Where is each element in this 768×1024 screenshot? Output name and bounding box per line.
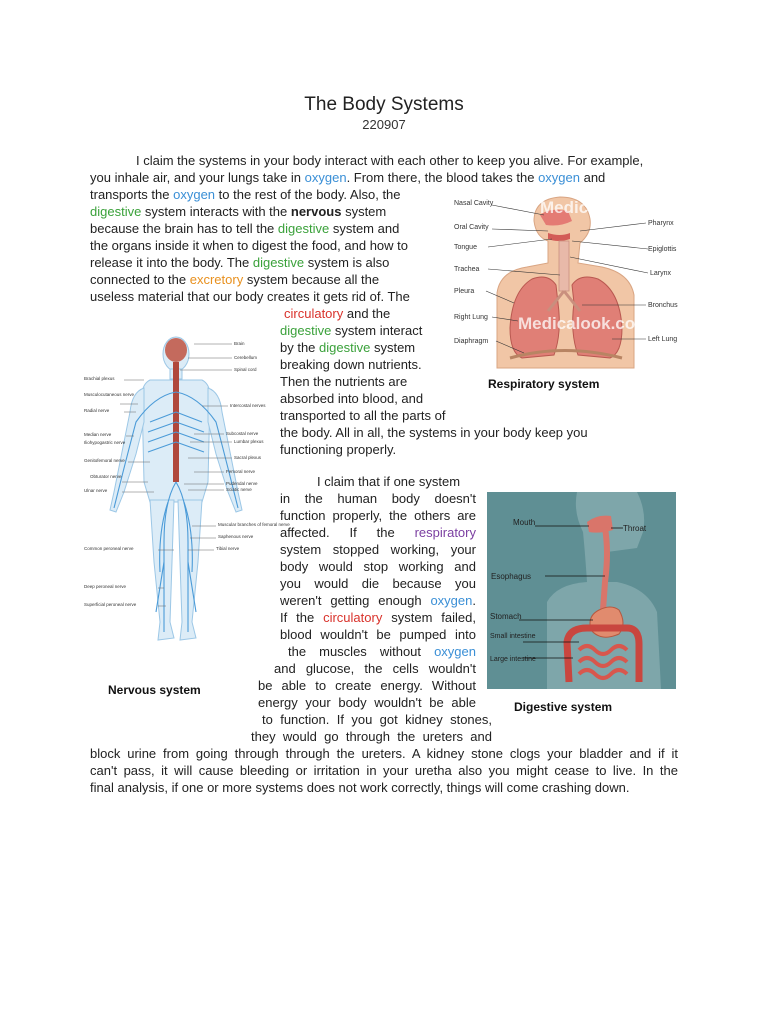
para1-line: [280, 356, 422, 373]
para2-line: [280, 524, 476, 541]
label-pudendal-nerve: Pudendal nerve: [226, 481, 258, 486]
text-run: final analysis, if one or more systems does not work correctly, things will come crashing down.: [90, 780, 630, 795]
para1-line: [90, 203, 386, 220]
nervous-illustration: [84, 332, 290, 648]
text-run: connected to the: [90, 272, 190, 287]
label-ulnar-nerve: Ulnar nerve: [84, 488, 108, 493]
label-large-intestine: Large intestine: [490, 656, 536, 663]
text-run: system: [370, 340, 416, 355]
label-nasal-cavity: Nasal Cavity: [454, 200, 494, 207]
para2-line: [280, 558, 476, 575]
label-intercostal-nerves: Intercostal nerves: [230, 403, 266, 408]
text-run: the muscles without: [288, 644, 435, 659]
para2-line: [317, 473, 460, 490]
text-run: system interacts with the: [141, 204, 291, 219]
text-run: they would go through the ureters and: [251, 729, 492, 744]
watermark-text: Medicalook.com: [540, 198, 673, 217]
text-run: Then the nutrients are: [280, 374, 408, 389]
keyword-green: digestive: [319, 340, 371, 355]
para2-line: [258, 677, 476, 694]
label-common-peroneal-nerve: Common peroneal nerve: [84, 546, 134, 551]
text-run: energy your body wouldn't be able: [258, 695, 476, 710]
text-run: . From there, the blood takes the: [346, 170, 539, 185]
para2-line: [288, 643, 476, 660]
keyword-red: circulatory: [284, 306, 344, 321]
text-run: release it into the body. The: [90, 255, 253, 270]
text-run: I claim that if one system: [317, 474, 461, 489]
para1-line: [284, 305, 390, 322]
keyword-green: digestive: [280, 323, 332, 338]
label-deep-peroneal-nerve: Deep peroneal nerve: [84, 584, 127, 589]
text-run: system failed,: [382, 610, 476, 625]
text-run: block urine from going through through the ureters. A kidney stone clogs your bladder and if it: [90, 746, 678, 761]
para2-line: [280, 507, 476, 524]
para1-line: [280, 424, 588, 441]
keyword-blue: oxygen: [434, 644, 476, 659]
label-pharynx: Pharynx: [648, 220, 674, 227]
text-run: to function. If you got kidney stones,: [262, 712, 492, 727]
label-right-lung: Right Lung: [454, 314, 488, 321]
label-stomach: Stomach: [490, 612, 522, 621]
label-tongue: Tongue: [454, 244, 477, 251]
label-oral-cavity: Oral Cavity: [454, 224, 489, 231]
text-run: the organs inside it when to digest the food, and how to: [90, 238, 408, 253]
label-iliohypogastric-nerve: Iliohypogastric nerve: [84, 440, 126, 445]
text-run: system because all the: [243, 272, 380, 287]
nervous-figure: [84, 332, 290, 648]
para1-line: [280, 390, 423, 407]
keyword-blue: oxygen: [304, 170, 347, 185]
keyword-blue: oxygen: [538, 170, 580, 185]
keyword-orange: excretory: [189, 272, 244, 287]
text-run: functioning properly.: [280, 442, 397, 457]
text-run: If the: [280, 610, 324, 625]
label-mouth: Mouth: [513, 518, 536, 527]
label-small-intestine: Small intestine: [490, 633, 536, 640]
text-run: and: [579, 170, 606, 185]
text-run: I claim the systems in your body interact with each other to keep you alive. For example,: [136, 153, 644, 168]
page-subtitle: 220907: [362, 117, 406, 132]
watermark-text: Medicalook.com: [518, 314, 651, 333]
text-run: and glucose, the cells wouldn't: [274, 661, 476, 676]
text-run: because the brain has to tell the: [90, 221, 278, 236]
label-epiglottis: Epiglottis: [648, 246, 677, 253]
respiratory-illustration: [452, 193, 682, 368]
para1-line: [90, 271, 379, 288]
text-run: transports the: [90, 187, 174, 202]
para1-line: [90, 237, 408, 254]
text-run: body would stop working and: [280, 559, 476, 574]
text-run: useless material that our body creates it gets rid of. The: [90, 289, 410, 304]
label-tibial-nerve: Tibial nerve: [216, 546, 240, 551]
label-cerebellum: Cerebellum: [234, 355, 258, 360]
keyword-green: digestive: [277, 221, 330, 236]
para2-line: [274, 660, 476, 677]
para2-line: [251, 728, 492, 745]
keyword-bold: nervous: [290, 204, 342, 219]
keyword-blue: oxygen: [173, 187, 216, 202]
keyword-green: digestive: [90, 204, 142, 219]
text-run: you inhale air, and your lungs take in: [90, 170, 305, 185]
text-run: .: [472, 593, 476, 608]
text-run: function properly, the others are: [280, 508, 476, 523]
para2-line: [262, 711, 492, 728]
keyword-purple: respiratory: [414, 525, 476, 540]
text-run: by the: [280, 340, 320, 355]
keyword-blue: oxygen: [430, 593, 473, 608]
para1-line: [280, 339, 415, 356]
para2-line: [280, 609, 476, 626]
label-trachea: Trachea: [454, 266, 480, 273]
text-run: transported to all the parts of: [280, 408, 446, 423]
para2-line: [90, 745, 678, 762]
para2-line: [90, 762, 678, 779]
text-run: system stopped working, your: [280, 542, 476, 557]
text-run: system interact: [331, 323, 423, 338]
label-esophagus: Esophagus: [491, 572, 532, 581]
label-left-lung: Left Lung: [648, 336, 678, 343]
para1-line: [136, 152, 643, 169]
label-musculocutaneous-nerve: Musculocutaneous nerve: [84, 392, 135, 397]
digestive-caption: Digestive system: [514, 700, 613, 714]
keyword-green: digestive: [252, 255, 305, 270]
label-genitofemoral-nerve: Genitofemoral nerve: [84, 458, 125, 463]
text-run: in the human body doesn't: [280, 491, 476, 506]
label-muscular-branches: Muscular branches of femoral nerve: [218, 522, 290, 527]
text-run: you would die because you: [280, 576, 476, 591]
text-run: be able to create energy. Without: [258, 678, 476, 693]
para2-line: [280, 592, 476, 609]
label-lumbar-plexus: Lumbar plexus: [234, 439, 264, 444]
para1-line: [280, 441, 396, 458]
text-run: absorbed into blood, and: [280, 391, 424, 406]
text-run: system: [341, 204, 387, 219]
para2-line: [90, 779, 629, 796]
para2-line: [280, 541, 476, 558]
respiratory-figure: [452, 193, 682, 368]
label-brain: Brain: [234, 341, 245, 346]
para2-line: [280, 626, 476, 643]
label-obturator-nerve: Obturator nerve: [90, 474, 122, 479]
label-spinal-cord: Spinal cord: [234, 367, 257, 372]
label-superficial-peroneal-nerve: Superficial peroneal nerve: [84, 602, 137, 607]
para2-line: [280, 575, 476, 592]
para1-line: [90, 288, 410, 305]
respiratory-caption: Respiratory system: [488, 377, 600, 391]
text-run: weren't getting enough: [280, 593, 431, 608]
text-run: and the: [343, 306, 391, 321]
label-femoral-nerve: Femoral nerve: [226, 469, 256, 474]
label-subcostal-nerve: Subcostal nerve: [226, 431, 259, 436]
label-radial-nerve: Radial nerve: [84, 408, 110, 413]
text-run: to the rest of the body. Also, the: [215, 187, 401, 202]
text-run: system and: [329, 221, 400, 236]
para1-line: [90, 186, 401, 203]
page-title: The Body Systems: [304, 94, 464, 115]
nervous-caption: Nervous system: [108, 683, 201, 697]
text-run: can't pass, it will cause bleeding or irritation in your uretha also you might cease to live. In the: [90, 763, 678, 778]
para2-line: [280, 490, 476, 507]
text-run: affected. If the: [280, 525, 415, 540]
para1-line: [280, 322, 422, 339]
label-throat: Throat: [623, 524, 647, 533]
para1-line: [280, 373, 407, 390]
label-sacral-plexus: Sacral plexus: [234, 455, 262, 460]
digestive-illustration: [487, 492, 676, 689]
digestive-figure: [487, 492, 676, 689]
label-brachial-plexus: Brachial plexus: [84, 376, 115, 381]
label-pleura: Pleura: [454, 288, 475, 295]
text-run: system is also: [304, 255, 390, 270]
para1-line: [90, 169, 605, 186]
para1-line: [280, 407, 445, 424]
para1-line: [90, 220, 399, 237]
label-diaphragm: Diaphragm: [454, 338, 489, 345]
text-run: breaking down nutrients.: [280, 357, 422, 372]
text-run: blood wouldn't be pumped into: [280, 627, 476, 642]
label-sciatic-nerve: Sciatic nerve: [226, 487, 252, 492]
label-bronchus: Bronchus: [648, 302, 678, 309]
label-median-nerve: Median nerve: [84, 432, 112, 437]
text-run: the body. All in all, the systems in your body keep you: [280, 425, 588, 440]
para2-line: [258, 694, 476, 711]
label-saphenous-nerve: Saphenous nerve: [218, 534, 254, 539]
para1-line: [90, 254, 389, 271]
keyword-red: circulatory: [323, 610, 383, 625]
label-larynx: Larynx: [650, 270, 672, 277]
